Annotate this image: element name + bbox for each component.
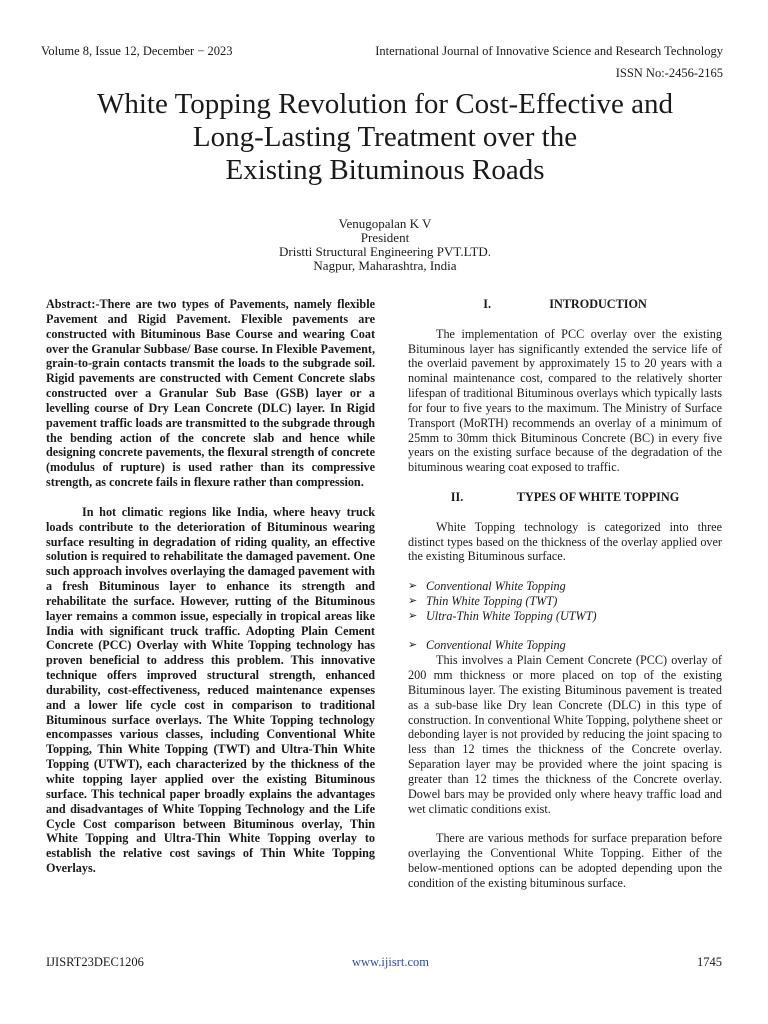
types-list	[408, 579, 722, 624]
author-location: Nagpur, Maharashtra, India	[313, 258, 457, 273]
journal-name: International Journal of Innovative Science and Research Technology	[375, 44, 723, 58]
issn: ISSN No:-2456-2165	[615, 66, 723, 80]
arrow-bullet-icon: ➢	[408, 580, 418, 593]
abstract-paragraph-2: In hot climatic regions like India, where heavy truck loads contribute to the deterioration of Bituminous wearing surface resulting in degradation of riding quality, an effective solution is required to rehabilitate the damaged pavement. One such approach involves overlaying the damaged pavement with a fresh Bituminous layer to enhance its strength and rehabilitate the surface. However, rutting of the Bituminous layer remains a common issue, especially in tropical areas like India with significant truck traffic. Adopting Plain Cement Concrete (PCC) Overlay with White Topping technology has proven beneficial to address this problem. This innovative technique offers improved structural strength, enhanced durability, cost-effectiveness, reduced maintenance expenses and a lower life cycle cost in comparison to traditional Bituminous surface overlays. The White Topping technology encompasses various classes, including Conventional White Topping, Thin White Topping (TWT) and Ultra-Thin White Topping (UTWT), each characterized by the thickness of the white topping layer applied over the existing Bituminous surface. This technical paper broadly explains the advantages and disadvantages of White Topping Technology and the Life Cycle Cost comparison between Bituminous overlay, Thin White Topping and Ultra-Thin White Topping overlay to establish the relative cost savings of Thin White Topping Overlays.	[46, 504, 375, 876]
right-column	[408, 297, 722, 891]
paper-id: IJISRT23DEC1206	[46, 955, 144, 969]
journal-link[interactable]: www.ijisrt.com	[352, 955, 429, 969]
list-item: ➢ Conventional White Topping	[408, 638, 566, 653]
section-title: TYPES OF WHITE TOPPING	[516, 489, 680, 504]
arrow-bullet-icon: ➢	[408, 594, 418, 607]
section-number: II.	[450, 489, 464, 504]
paper-title	[40, 88, 730, 187]
list-item: ➢ Thin White Topping (TWT)	[408, 593, 558, 608]
author-block	[40, 217, 730, 273]
author-role: President	[360, 230, 410, 245]
page-number: 1745	[697, 955, 722, 969]
surface-preparation-paragraph: There are various methods for surface preparation before overlaying the Conventional White Topping. Either of the below-mentioned options can be adopted depending upon the condition of the existing bituminous surface.	[408, 831, 722, 890]
list-item: ➢ Conventional White Topping	[408, 579, 566, 594]
author-name: Venugopalan K V	[338, 216, 432, 231]
section-number: I.	[483, 297, 492, 311]
introduction-paragraph: The implementation of PCC overlay over the existing Bituminous layer has significantly extended the service life of the overlaid pavement by approximately 15 to 20 years with a nominal maintenance cost, compared to the relatively shorter lifespan of traditional Bituminous overlays which typically lasts for four to five years to the maximum. The Ministry of Surface Transport (MoRTH) recommends an overlay of a minimum of 25mm to 30mm thick Bituminous Concrete (BC) in every five years on the existing surface because of the degradation of the bituminous wearing coat exposed to traffic.	[408, 326, 722, 475]
title-line-1: White Topping Revolution for Cost-Effective and	[97, 88, 673, 120]
list-item: ➢ Ultra-Thin White Topping (UTWT)	[408, 608, 597, 623]
subsection-heading	[408, 638, 722, 653]
abstract-paragraph-1: Abstract:-There are two types of Pavements, namely flexible Pavement and Rigid Pavement. Flexible pavements are constructed with Bituminous Base Course and wearing Coat over the Granular Subbase/ Base course. In Flexible Pavement, grain-to-grain contacts transmit the loads to the subgrade soil. Rigid pavements are constructed with Cement Concrete slabs constructed over a Granular Sub Base (GSB) layer or a levelling course of Dry Lean Concrete (DLC) layer. In Rigid pavement traffic loads are transmitted to the subgrade through the bending action of the concrete slab and hence while designing concrete pavements, the flexural strength of concrete (modulus of rupture) is used rather than its compressive strength, as concrete fails in flexure rather than compression.	[46, 297, 375, 490]
section-title: INTRODUCTION	[549, 297, 647, 311]
types-paragraph: White Topping technology is categorized into three distinct types based on the thickness of the overlay applied over the existing Bituminous surface.	[408, 519, 722, 564]
title-line-2: Long-Lasting Treatment over the	[192, 121, 578, 153]
section-heading-types	[408, 490, 722, 505]
section-heading-introduction	[408, 297, 722, 312]
arrow-bullet-icon: ➢	[408, 639, 418, 652]
left-column	[46, 297, 375, 876]
title-line-3: Existing Bituminous Roads	[225, 154, 545, 186]
author-org: Dristti Structural Engineering PVT.LTD.	[279, 244, 491, 259]
conventional-paragraph: This involves a Plain Cement Concrete (PCC) overlay of 200 mm thickness or more placed on top of the existing Bituminous layer. The existing Bituminous pavement is treated as a sub-base like Dry lean Concrete (DLC) in this type of construction. In conventional White Topping, polythene sheet or debonding layer is not provided by reducing the joint spacing to less than 12 times the thickness of the Concrete overlay. Separation layer may be provided where the joint spacing is greater than 12 times the thickness of the Concrete overlay. Dowel bars may be provided only where heavy traffic load and wet climatic conditions exist.	[408, 653, 722, 816]
arrow-bullet-icon: ➢	[408, 609, 418, 622]
volume-issue: Volume 8, Issue 12, December − 2023	[41, 44, 233, 58]
